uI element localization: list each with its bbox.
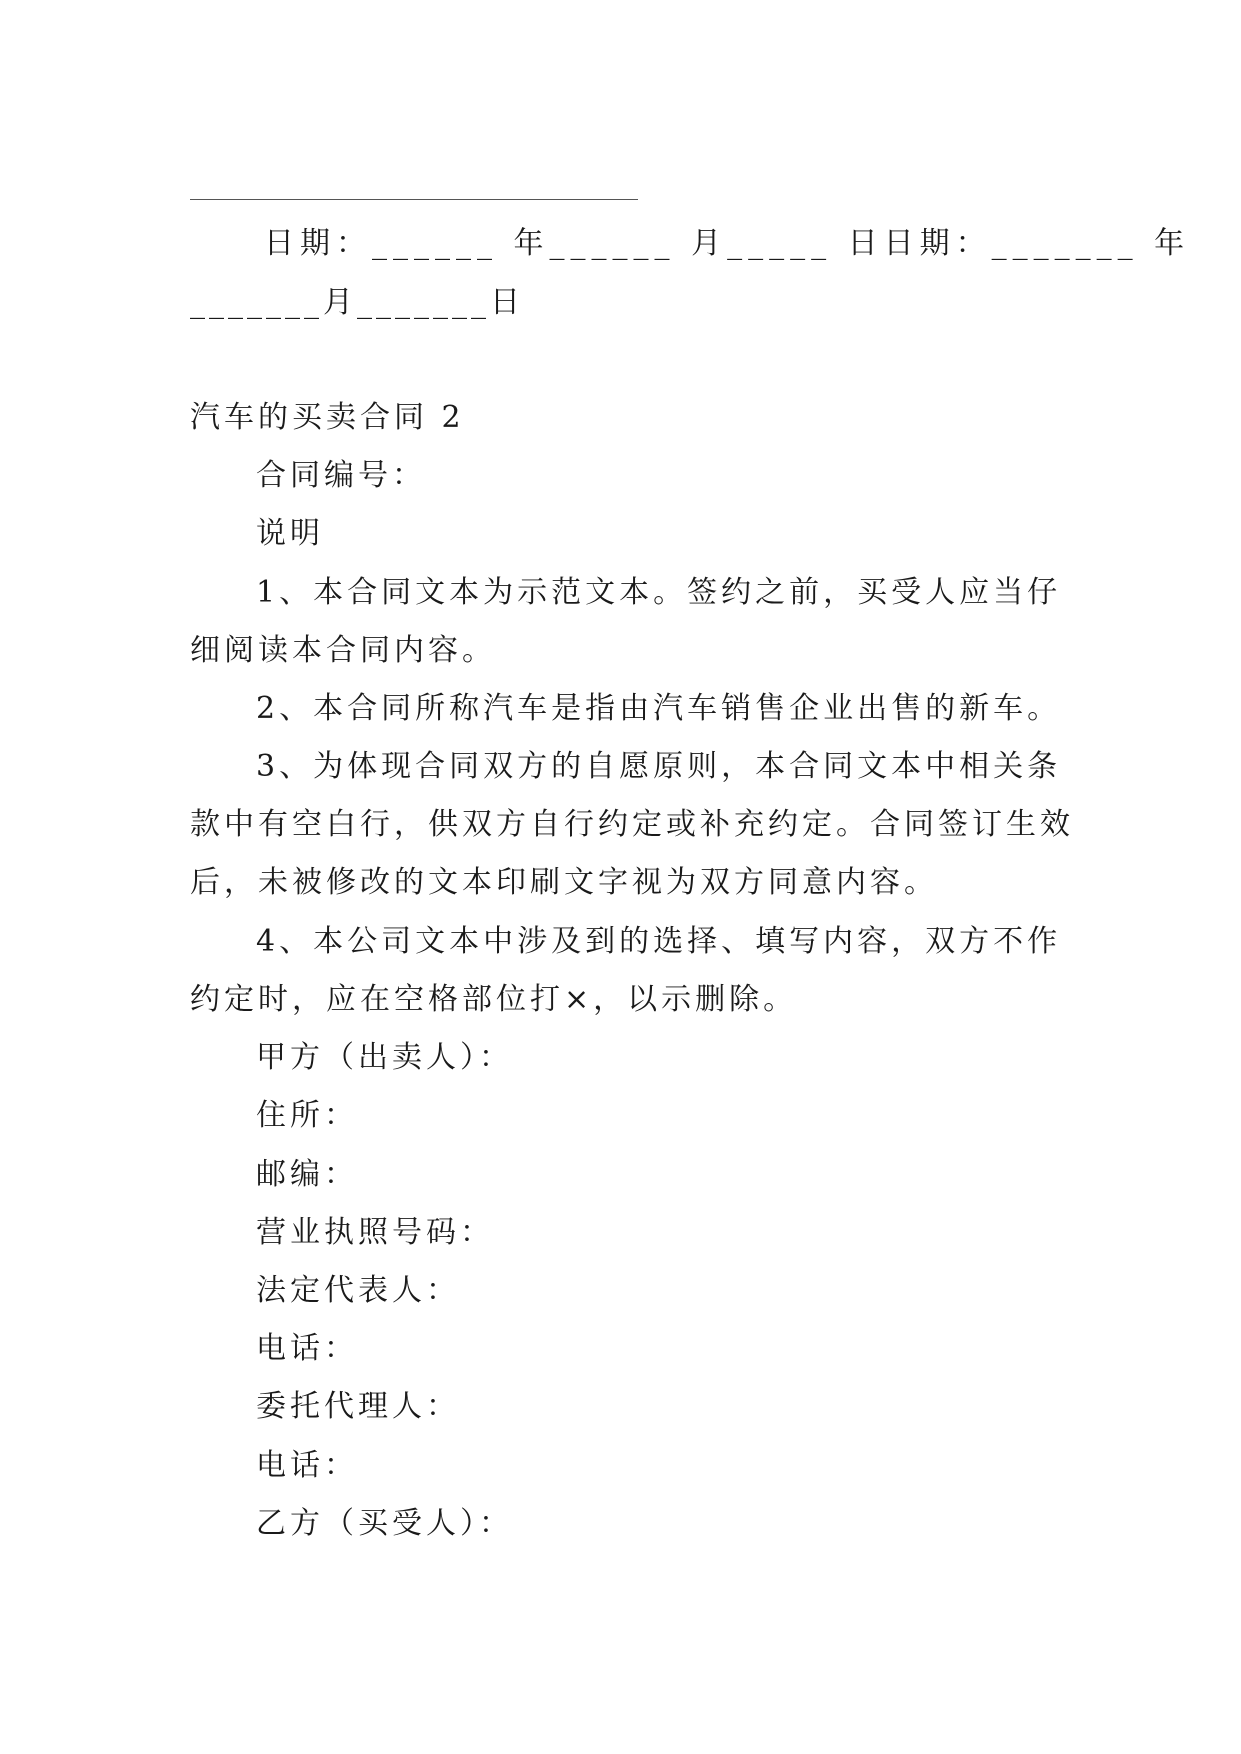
note-2: 2、本合同所称汽车是指由汽车销售企业出售的新车。	[256, 691, 1062, 726]
postcode-label: 邮编：	[256, 1157, 358, 1192]
note-1-line-2: 细阅读本合同内容。	[190, 633, 496, 668]
note-4-line-1: 4、本公司文本中涉及到的选择、填写内容，双方不作	[256, 924, 1062, 959]
note-3-line-1: 3、为体现合同双方的自愿原则，本合同文本中相关条	[256, 749, 1062, 784]
notes-heading: 说明	[256, 516, 324, 551]
date-line-2: _______月_______日	[190, 285, 524, 320]
top-signature-rule	[190, 199, 638, 200]
phone-label-2: 电话：	[256, 1448, 358, 1483]
business-license-label: 营业执照号码：	[256, 1215, 494, 1250]
legal-representative-label: 法定代表人：	[256, 1273, 460, 1308]
note-1-line-1: 1、本合同文本为示范文本。签约之前，买受人应当仔	[256, 575, 1062, 610]
note-3-line-3: 后，未被修改的文本印刷文字视为双方同意内容。	[190, 865, 938, 900]
note-3-line-2: 款中有空白行，供双方自行约定或补充约定。合同签订生效	[190, 807, 1074, 842]
address-label: 住所：	[256, 1098, 358, 1133]
date-line-1: 日期：______ 年______ 月_____ 日日期：_______ 年	[264, 226, 1191, 261]
note-4-line-2: 约定时，应在空格部位打×，以示删除。	[190, 982, 798, 1017]
document-title: 汽车的买卖合同 2	[190, 400, 465, 435]
contract-number-label: 合同编号：	[256, 458, 426, 493]
party-a-label: 甲方（出卖人）：	[256, 1040, 513, 1075]
agent-label: 委托代理人：	[256, 1389, 460, 1424]
phone-label-1: 电话：	[256, 1331, 358, 1366]
party-b-label: 乙方（买受人）：	[256, 1506, 513, 1541]
